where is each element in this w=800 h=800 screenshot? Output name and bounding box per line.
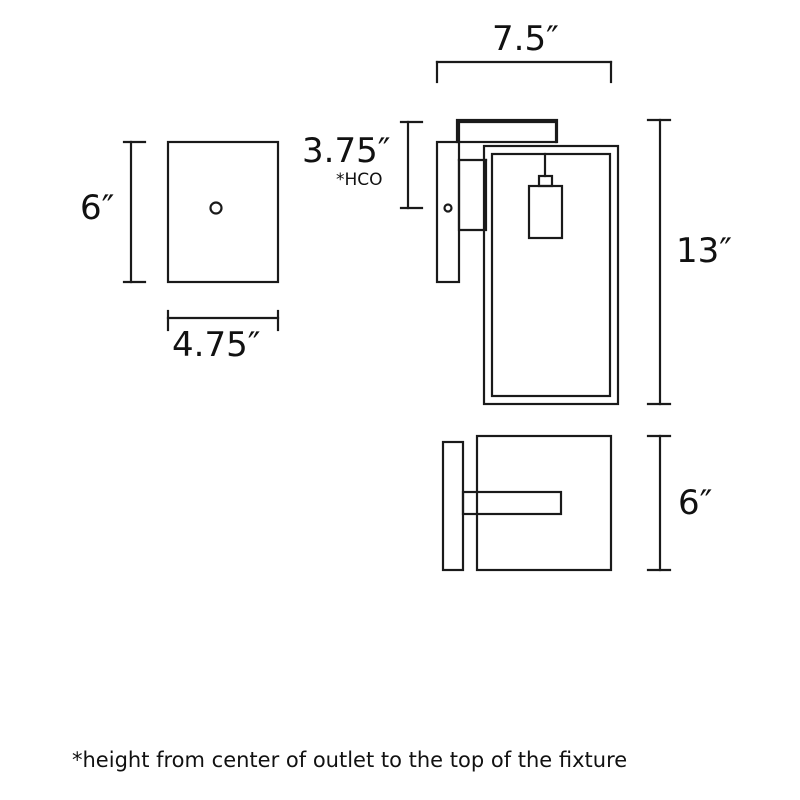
dimension-backplate-height [124,142,145,282]
label-backplate-height: 6″ [80,188,115,228]
label-outlet-to-top: 3.75″ [302,131,391,171]
dimension-top-view-depth [648,436,670,570]
label-extension-width: 7.5″ [492,19,559,59]
sconce-side-view [437,120,618,404]
dimension-extension-width [437,62,611,82]
label-top-view-depth: 6″ [678,483,713,523]
dimension-fixture-height [648,120,670,404]
backplate-front-view [168,142,278,282]
dimension-outlet-to-top [401,122,422,208]
label-backplate-width: 4.75″ [172,325,261,365]
label-outlet-note: *HCO [336,170,383,190]
footnote-text: *height from center of outlet to the top of the fixture [72,748,628,772]
sconce-top-view [443,436,611,570]
label-fixture-height: 13″ [676,231,732,271]
